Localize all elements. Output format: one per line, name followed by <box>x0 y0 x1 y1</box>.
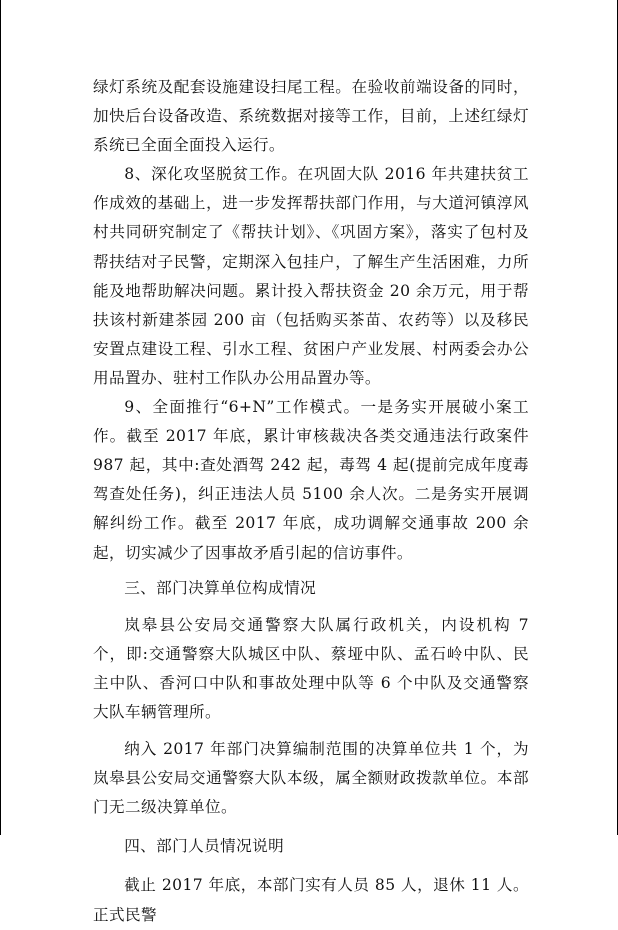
document-body <box>93 73 529 930</box>
paragraph-agency-structure: 岚皋县公安局交通警察大队属行政机关，内设机构 7 个，即:交通警察大队城区中队、蔡垭中队、孟石岭中队、民主中队、香河口中队和事故处理中队等 6 个中队及交通警察大队车辆管理所。 <box>93 615 529 721</box>
section-heading-unit-composition: 三、部门决算单位构成情况 <box>124 578 317 597</box>
paragraph-personnel-count: 截止 2017 年底，本部门实有人员 85 人，退休 11 人。正式民警 <box>93 876 529 924</box>
section-heading-personnel: 四、部门人员情况说明 <box>124 837 285 856</box>
paragraph-6n-work-mode: 9、全面推行“6+N”工作模式。一是务实开展破小案工作。截至 2017 年底，累计审核裁决各类交通违法行政案件 987 起，其中:查处酒驾 242 起，毒驾 4 起(提前完成年度毒驾查处任务)，纠正违法人员 5100 余人次。二是务实开展调解纠纷工作。截至 2017 年底，成功调解交通事故 200 余起，切实减少了因事故矛盾引起的信访事件。 <box>93 398 529 562</box>
paragraph-poverty-alleviation: 8、深化攻坚脱贫工作。在巩固大队 2016 年共建扶贫工作成效的基础上，进一步发挥帮扶部门作用，与大道河镇淳风村共同研究制定了《帮扶计划》、《巩固方案》，落实了包村及帮扶结对子民警，定期深入包挂户，了解生产生活困难，力所能及地帮助解决问题。累计投入帮扶资金 20 余万元，用于帮扶该村新建茶园 200 亩（包括购买茶苗、农药等）以及移民安置点建设工程、引水工程、贫困户产业发展、村两委会办公用品置办、驻村工作队办公用品置办等。 <box>93 165 529 387</box>
paragraph-continuation: 绿灯系统及配套设施建设扫尾工程。在验收前端设备的同时，加快后台设备改造、系统数据对接等工作，目前，上述红绿灯系统已全面全面投入运行。 <box>93 78 529 155</box>
paragraph-budget-unit-scope: 纳入 2017 年部门决算编制范围的决算单位共 1 个，为岚皋县公安局交通警察大队本级，属全额财政拨款单位。本部门无二级决算单位。 <box>93 740 529 817</box>
